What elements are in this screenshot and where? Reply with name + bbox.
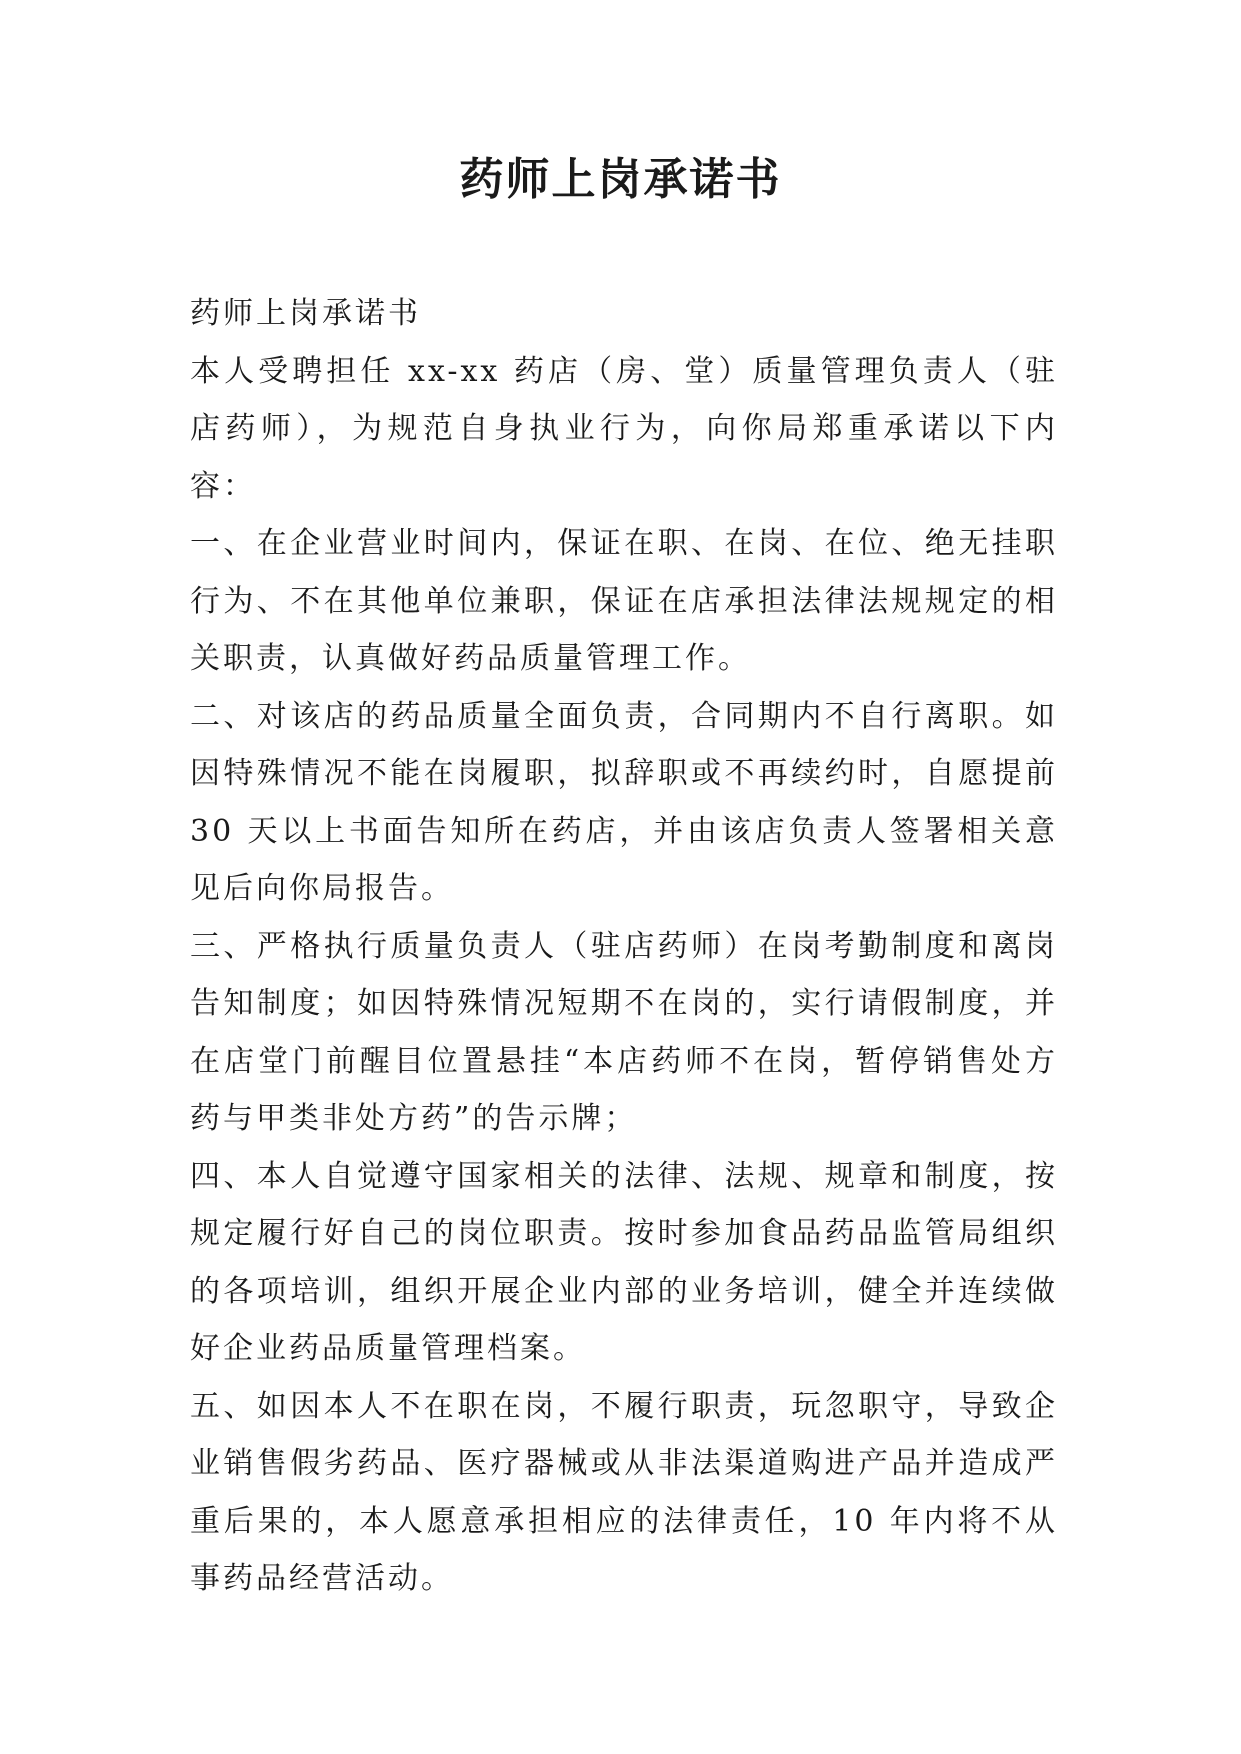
- clause-two: 二、对该店的药品质量全面负责，合同期内不自行离职。如因特殊情况不能在岗履职，拟辞职或不再续约时，自愿提前 30 天以上书面告知所在药店，并由该店负责人签署相关意见后向你局报告。: [190, 698, 1058, 906]
- document-subtitle: 药师上岗承诺书: [190, 296, 421, 331]
- clause-three: 三、严格执行质量负责人（驻店药师）在岗考勤制度和离岗告知制度；如因特殊情况短期不在岗的，实行请假制度，并在店堂门前醒目位置悬挂“本店药师不在岗，暂停销售处方药与甲类非处方药”的告示牌；: [190, 928, 1058, 1136]
- clause-four: 四、本人自觉遵守国家相关的法律、法规、规章和制度，按规定履行好自己的岗位职责。按时参加食品药品监管局组织的各项培训，组织开展企业内部的业务培训，健全并连续做好企业药品质量管理档案。: [190, 1158, 1058, 1366]
- document-title: 药师上岗承诺书: [459, 154, 782, 205]
- document-body: [190, 285, 1058, 1608]
- clause-one: 一、在企业营业时间内，保证在职、在岗、在位、绝无挂职行为、不在其他单位兼职，保证在店承担法律法规规定的相关职责，认真做好药品质量管理工作。: [190, 526, 1058, 676]
- intro-paragraph: 本人受聘担任 xx-xx 药店（房、堂）质量管理负责人（驻店药师），为规范自身执业行为，向你局郑重承诺以下内容：: [190, 353, 1058, 504]
- clause-five: 五、如因本人不在职在岗，不履行职责，玩忽职守，导致企业销售假劣药品、医疗器械或从非法渠道购进产品并造成严重后果的，本人愿意承担相应的法律责任，10 年内将不从事药品经营活动。: [190, 1388, 1058, 1596]
